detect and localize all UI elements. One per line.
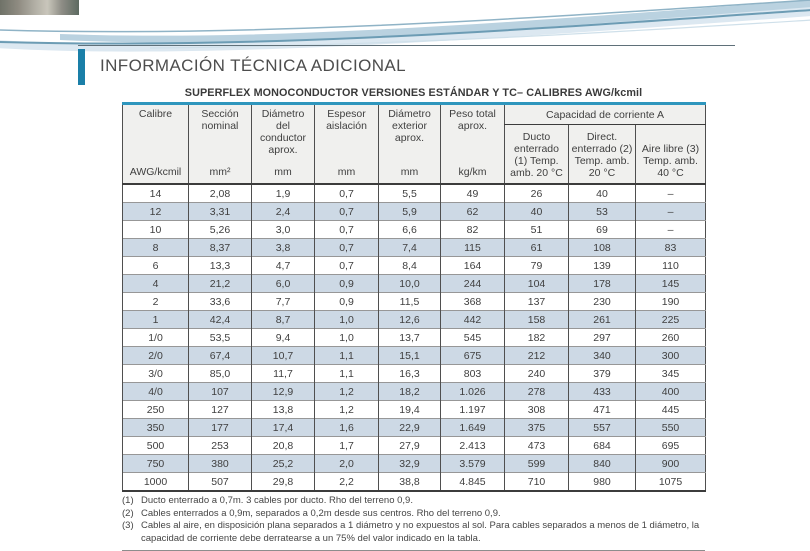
cell: 0,7	[315, 203, 379, 221]
col-unit: mm	[400, 166, 419, 178]
col-unit: AWG/kcmil	[129, 166, 182, 178]
cell: 158	[505, 311, 569, 329]
table-title: SUPERFLEX MONOCONDUCTOR VERSIONES ESTÁNDAR Y TC– CALIBRES AWG/kcmil	[184, 87, 643, 99]
cell: 260	[636, 329, 706, 347]
cell: 471	[569, 401, 636, 419]
cell: 445	[636, 401, 706, 419]
footnote-marker: (3)	[122, 520, 134, 531]
cell: 16,3	[379, 365, 441, 383]
cell: 3,0	[252, 221, 315, 239]
cell: 3,8	[252, 239, 315, 257]
cell: 225	[636, 311, 706, 329]
cell: 5,26	[189, 221, 252, 239]
cell: 139	[569, 257, 636, 275]
cell: 1,2	[315, 401, 379, 419]
cell: 0,9	[315, 275, 379, 293]
spec-table	[122, 102, 706, 492]
cell: 6	[123, 257, 189, 275]
cell: 2.413	[441, 437, 505, 455]
col-header-direct-enterrado: Direct. enterrado (2) Temp. amb. 20 °C	[569, 125, 636, 185]
cell: 8,37	[189, 239, 252, 257]
footnotes	[122, 495, 705, 551]
cell: 11,5	[379, 293, 441, 311]
cell: 803	[441, 365, 505, 383]
cell: 22,9	[379, 419, 441, 437]
cell: 8,7	[252, 311, 315, 329]
cell: 244	[441, 275, 505, 293]
cell: 82	[441, 221, 505, 239]
content-area	[122, 87, 705, 551]
cell: 1	[123, 311, 189, 329]
cell: 240	[505, 365, 569, 383]
cell: 108	[569, 239, 636, 257]
cell: 177	[189, 419, 252, 437]
col-label: Sección nominal	[201, 108, 239, 132]
cell: 3.579	[441, 455, 505, 473]
cell: 107	[189, 383, 252, 401]
footnote	[122, 495, 705, 508]
cell: 0,7	[315, 239, 379, 257]
cell: 230	[569, 293, 636, 311]
cell: 3,31	[189, 203, 252, 221]
cell: 4.845	[441, 473, 505, 492]
cell: 4,7	[252, 257, 315, 275]
cell: 2	[123, 293, 189, 311]
cell: 18,2	[379, 383, 441, 401]
col-unit: mm	[274, 166, 292, 178]
cell: 10,7	[252, 347, 315, 365]
table-row	[123, 311, 706, 329]
cell: 0,7	[315, 184, 379, 203]
cell: 62	[441, 203, 505, 221]
cell: 110	[636, 257, 706, 275]
cell: 695	[636, 437, 706, 455]
cell: 10,0	[379, 275, 441, 293]
cell: 13,7	[379, 329, 441, 347]
cell: 9,4	[252, 329, 315, 347]
cell: 127	[189, 401, 252, 419]
table-row	[123, 401, 706, 419]
cell: 840	[569, 455, 636, 473]
cell: 253	[189, 437, 252, 455]
cell: 26	[505, 184, 569, 203]
cell: 473	[505, 437, 569, 455]
cell: 1,6	[315, 419, 379, 437]
col-unit: mm	[337, 166, 356, 178]
cell: 20,8	[252, 437, 315, 455]
col-unit: kg/km	[458, 166, 487, 178]
cell: 297	[569, 329, 636, 347]
cell: 1,9	[252, 184, 315, 203]
col-unit: mm²	[209, 166, 231, 178]
cell: 6,0	[252, 275, 315, 293]
cell: 13,8	[252, 401, 315, 419]
cell: –	[636, 221, 706, 239]
cell: 182	[505, 329, 569, 347]
footnote-text: Ducto enterrado a 0,7m. 3 cables por ducto. Rho del terreno 0,9.	[141, 495, 413, 506]
footnote	[122, 508, 705, 521]
cell: 7,4	[379, 239, 441, 257]
cell: 7,7	[252, 293, 315, 311]
cell: 4	[123, 275, 189, 293]
col-header-seccion-nominal	[189, 104, 252, 185]
cell: 27,9	[379, 437, 441, 455]
col-header-espesor-aislacion	[315, 104, 379, 185]
cell: 67,4	[189, 347, 252, 365]
cell: 375	[505, 419, 569, 437]
col-header-ducto-enterrado: Ducto enterrado (1) Temp. amb. 20 °C	[505, 125, 569, 185]
cell: 379	[569, 365, 636, 383]
cell: 1/0	[123, 329, 189, 347]
cell: 900	[636, 455, 706, 473]
table-row	[123, 184, 706, 203]
section-heading	[78, 45, 735, 85]
table-row	[123, 419, 706, 437]
table-row	[123, 257, 706, 275]
cell: 145	[636, 275, 706, 293]
cell: 69	[569, 221, 636, 239]
cell: 5,9	[379, 203, 441, 221]
footnote-marker: (1)	[122, 495, 134, 506]
cell: 0,7	[315, 257, 379, 275]
cell: 85,0	[189, 365, 252, 383]
cell: 8	[123, 239, 189, 257]
cell: 29,8	[252, 473, 315, 492]
cell: 1.197	[441, 401, 505, 419]
cell: 104	[505, 275, 569, 293]
table-row	[123, 347, 706, 365]
cell: 1,1	[315, 347, 379, 365]
table-row	[123, 203, 706, 221]
cell: 550	[636, 419, 706, 437]
cell: 79	[505, 257, 569, 275]
cell: 11,7	[252, 365, 315, 383]
cell: 1,1	[315, 365, 379, 383]
cell: 13,3	[189, 257, 252, 275]
cell: 2,2	[315, 473, 379, 492]
cell: 340	[569, 347, 636, 365]
cell: 1,7	[315, 437, 379, 455]
cell: 350	[123, 419, 189, 437]
corner-photo	[0, 0, 79, 15]
cell: 675	[441, 347, 505, 365]
cell: 710	[505, 473, 569, 492]
cell: 25,2	[252, 455, 315, 473]
cell: –	[636, 203, 706, 221]
cell: 14	[123, 184, 189, 203]
cell: 83	[636, 239, 706, 257]
cell: 507	[189, 473, 252, 492]
col-label: Diámetro exterior aprox.	[388, 108, 431, 144]
spec-table-body	[123, 184, 706, 491]
cell: 212	[505, 347, 569, 365]
cell: 49	[441, 184, 505, 203]
cell: 980	[569, 473, 636, 492]
table-row	[123, 275, 706, 293]
cell: 0,9	[315, 293, 379, 311]
cell: 40	[505, 203, 569, 221]
footnote	[122, 520, 705, 545]
cell: 12	[123, 203, 189, 221]
cell: 33,6	[189, 293, 252, 311]
table-row	[123, 365, 706, 383]
cell: 15,1	[379, 347, 441, 365]
col-header-diametro-conductor	[252, 104, 315, 185]
group-header-capacidad-corriente: Capacidad de corriente A	[505, 104, 706, 125]
cell: 10	[123, 221, 189, 239]
page-title: INFORMACIÓN TÉCNICA ADICIONAL	[100, 56, 406, 75]
table-row	[123, 437, 706, 455]
cell: 137	[505, 293, 569, 311]
table-row	[123, 455, 706, 473]
cell: 42,4	[189, 311, 252, 329]
table-row	[123, 293, 706, 311]
table-row	[123, 383, 706, 401]
cell: 557	[569, 419, 636, 437]
cell: –	[636, 184, 706, 203]
cell: 53,5	[189, 329, 252, 347]
cell: 368	[441, 293, 505, 311]
cell: 261	[569, 311, 636, 329]
col-label: Peso total aprox.	[449, 108, 496, 132]
col-header-calibre	[123, 104, 189, 185]
cell: 442	[441, 311, 505, 329]
cell: 51	[505, 221, 569, 239]
col-header-peso-total	[441, 104, 505, 185]
footnote-text: Cables enterrados a 0,9m, separados a 0,2m desde sus centros. Rho del terreno 0,9.	[141, 507, 501, 519]
cell: 1,0	[315, 329, 379, 347]
cell: 1,0	[315, 311, 379, 329]
cell: 17,4	[252, 419, 315, 437]
cell: 1075	[636, 473, 706, 492]
cell: 178	[569, 275, 636, 293]
cell: 380	[189, 455, 252, 473]
cell: 190	[636, 293, 706, 311]
table-row	[123, 239, 706, 257]
cell: 345	[636, 365, 706, 383]
cell: 433	[569, 383, 636, 401]
cell: 400	[636, 383, 706, 401]
table-row	[123, 329, 706, 347]
cell: 2,0	[315, 455, 379, 473]
cell: 1,2	[315, 383, 379, 401]
cell: 250	[123, 401, 189, 419]
cell: 500	[123, 437, 189, 455]
cell: 19,4	[379, 401, 441, 419]
col-label: Calibre	[138, 108, 173, 120]
cell: 599	[505, 455, 569, 473]
col-label: Espesor aislación	[326, 108, 367, 132]
cell: 32,9	[379, 455, 441, 473]
cell: 164	[441, 257, 505, 275]
cell: 38,8	[379, 473, 441, 492]
cell: 1.026	[441, 383, 505, 401]
cell: 53	[569, 203, 636, 221]
cell: 1.649	[441, 419, 505, 437]
cell: 1000	[123, 473, 189, 492]
table-row	[123, 221, 706, 239]
cell: 2,4	[252, 203, 315, 221]
cell: 278	[505, 383, 569, 401]
cell: 8,4	[379, 257, 441, 275]
footnote-marker: (2)	[122, 507, 134, 519]
col-header-aire-libre: Aire libre (3) Temp. amb. 40 °C	[636, 125, 706, 185]
cell: 2/0	[123, 347, 189, 365]
footnote-text: Cables al aire, en disposición plana separados a 1 diámetro y no expuestos al sol. Para cables separados a menos de 1 diámetro, la capacidad de corriente debe derratearse a un 75% del valor indicado en la tabla.	[141, 520, 700, 544]
cell: 750	[123, 455, 189, 473]
cell: 300	[636, 347, 706, 365]
cell: 545	[441, 329, 505, 347]
cell: 0,7	[315, 221, 379, 239]
cell: 12,9	[252, 383, 315, 401]
cell: 61	[505, 239, 569, 257]
cell: 21,2	[189, 275, 252, 293]
cell: 115	[441, 239, 505, 257]
cell: 40	[569, 184, 636, 203]
cell: 684	[569, 437, 636, 455]
cell: 4/0	[123, 383, 189, 401]
heading-accent-bar	[78, 49, 85, 85]
cell: 12,6	[379, 311, 441, 329]
cell: 6,6	[379, 221, 441, 239]
col-header-diametro-exterior	[379, 104, 441, 185]
cell: 3/0	[123, 365, 189, 383]
cell: 2,08	[189, 184, 252, 203]
col-label: Diámetro del conductor aprox.	[259, 108, 307, 156]
cell: 5,5	[379, 184, 441, 203]
table-row	[123, 473, 706, 492]
cell: 308	[505, 401, 569, 419]
